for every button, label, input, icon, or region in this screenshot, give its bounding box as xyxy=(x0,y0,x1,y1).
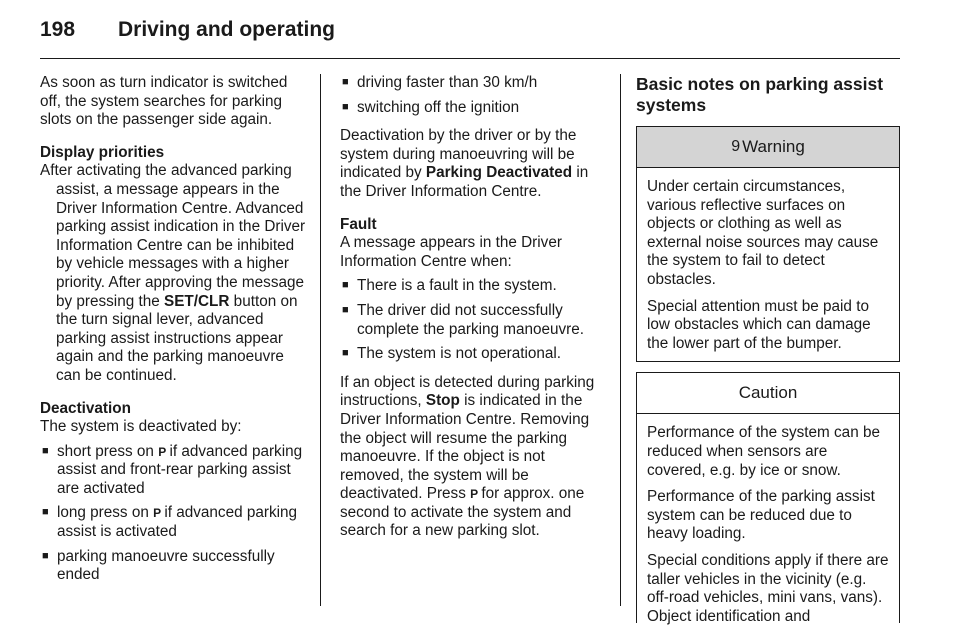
fault-heading: Fault xyxy=(340,215,377,233)
caution-text-1: Performance of the system can be reduced when sensors are covered, e.g. by ice or snow. xyxy=(647,424,880,479)
display-priorities-heading: Display priorities xyxy=(40,143,165,161)
deactivation-list-continued xyxy=(340,74,606,117)
page-header xyxy=(40,18,335,42)
header-rule xyxy=(40,58,900,59)
warning-box xyxy=(636,126,900,362)
caution-box xyxy=(636,372,900,623)
fault-list xyxy=(340,277,606,363)
warning-header xyxy=(637,127,899,168)
list-item: ■ long press on P if advanced parking assist is activated xyxy=(40,504,306,541)
list-item: ■ parking manoeuvre successfully ended xyxy=(40,548,306,585)
parking-assist-icon: P xyxy=(158,444,166,459)
list-item: ■ The system is not operational. xyxy=(340,345,606,364)
caution-text-2: Performance of the parking assist system can be reduced due to heavy loading. xyxy=(647,488,875,543)
list-item: ■ driving faster than 30 km/h xyxy=(340,74,606,93)
object-detected-text: If an object is detected during parking instructions, Stop is indicated in the Driver Information Centre. Removing the object will resume the parking manoeuvre. If the object is not removed, the system will be deactivated. Press P for approx. one second to activate the system and search for a new parking slot. xyxy=(340,373,595,540)
column-divider-2 xyxy=(620,74,621,606)
caution-header xyxy=(637,373,899,414)
column-1 xyxy=(40,74,306,595)
warning-body xyxy=(637,168,899,353)
display-priorities-text: After activating the advanced parking assist, a message appears in the Driver Information Centre. Advanced parking assist indication in the Driver Information Centre can be inhibited by vehicle messages with a higher priority. After approving the message by pressing the SET/CLR button on the turn signal lever, advanced parking assist instructions appear again and the parking manoeuvre can be continued. xyxy=(40,162,306,384)
page-number: 198 xyxy=(40,18,76,41)
warning-label: Warning xyxy=(742,136,805,156)
caution-text-3: Special conditions apply if there are taller vehicles in the vicinity (e.g. off-road vehicles, mini vans, vans). Object identification and xyxy=(647,551,889,625)
warning-text-1: Under certain circumstances, various reflective surfaces on objects or clothing as well as external noise sources may cause the system to fail to detect obstacles. xyxy=(647,178,879,288)
section-title: Basic notes on parking assist systems xyxy=(636,74,884,115)
parking-assist-icon: P xyxy=(153,506,161,521)
warning-text-2: Special attention must be paid to low obstacles which can damage the lower part of the bumper. xyxy=(647,297,871,352)
column-2 xyxy=(340,74,606,551)
caution-label: Caution xyxy=(738,383,798,403)
list-item: ■ short press on P if advanced parking assist and front-rear parking assist are activated xyxy=(40,443,306,499)
list-item: ■ There is a fault in the system. xyxy=(340,277,606,296)
column-divider-1 xyxy=(320,74,321,606)
deactivation-intro: The system is deactivated by: xyxy=(40,418,242,436)
deactivation-note: Deactivation by the driver or by the system during manoeuvring will be indicated by Parking Deactivated in the Driver Information Centre. xyxy=(340,127,589,200)
fault-intro: A message appears in the Driver Information Centre when: xyxy=(340,234,562,270)
deactivation-list xyxy=(40,443,306,585)
warning-icon: 9 xyxy=(731,137,741,155)
parking-assist-icon: P xyxy=(470,487,478,502)
list-item: ■ switching off the ignition xyxy=(340,99,606,118)
caution-body xyxy=(637,414,899,626)
chapter-title: Driving and operating xyxy=(118,18,336,41)
deactivation-heading: Deactivation xyxy=(40,399,131,417)
paragraph-slot-search: As soon as turn indicator is switched off, the system searches for parking slots on the passenger side again. xyxy=(40,74,288,129)
list-item: ■ The driver did not successfully complete the parking manoeuvre. xyxy=(340,302,606,339)
column-3 xyxy=(636,74,900,623)
